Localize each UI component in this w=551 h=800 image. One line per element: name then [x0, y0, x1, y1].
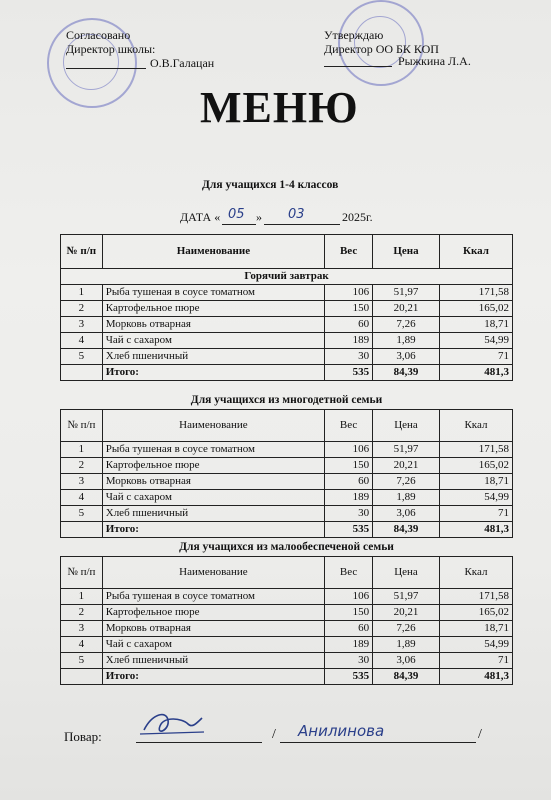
table-row	[61, 285, 513, 301]
table3-title: Для учащихся из малообеспеченой семьи	[179, 541, 394, 553]
total-row	[61, 522, 513, 538]
cell-weight: 150	[325, 458, 373, 474]
cell-kcal: 18,71	[439, 317, 512, 333]
cell-name: Рыба тушеная в соусе томатном	[102, 589, 324, 605]
table-row	[61, 458, 513, 474]
cell-number: 5	[61, 653, 103, 669]
subtitle: Для учащихся 1-4 классов	[202, 179, 339, 191]
total-empty-cell	[61, 522, 103, 538]
col-header-number: № п/п	[61, 410, 103, 442]
cell-price: 1,89	[373, 333, 440, 349]
col-header-kcal: Ккал	[439, 557, 512, 589]
table-header-row	[61, 410, 513, 442]
cell-price: 51,97	[373, 442, 440, 458]
total-row	[61, 669, 513, 685]
col-header-weight: Вес	[325, 557, 373, 589]
table-row	[61, 333, 513, 349]
cell-price: 20,21	[373, 458, 440, 474]
section-title: Горячий завтрак	[61, 269, 513, 285]
cell-price: 20,21	[373, 605, 440, 621]
cell-number: 5	[61, 506, 103, 522]
total-weight: 535	[325, 669, 373, 685]
cell-kcal: 165,02	[439, 605, 512, 621]
cell-name: Чай с сахаром	[102, 490, 324, 506]
total-row	[61, 365, 513, 381]
col-header-price: Цена	[373, 557, 440, 589]
cell-name: Хлеб пшеничный	[102, 506, 324, 522]
table-row	[61, 589, 513, 605]
cook-label: Повар:	[64, 729, 102, 744]
cell-weight: 60	[325, 474, 373, 490]
left-signature-line	[66, 68, 146, 69]
page-title: МЕНЮ	[200, 83, 359, 132]
cell-kcal: 71	[439, 506, 512, 522]
cell-price: 7,26	[373, 621, 440, 637]
date-prefix: ДАТА «	[180, 210, 221, 224]
cell-kcal: 165,02	[439, 458, 512, 474]
cell-weight: 150	[325, 605, 373, 621]
total-label: Итого:	[102, 669, 324, 685]
date-day-line	[222, 224, 256, 225]
cell-number: 2	[61, 605, 103, 621]
table-row	[61, 442, 513, 458]
col-header-name: Наименование	[102, 235, 324, 269]
menu-table-low-income	[60, 556, 513, 685]
cell-price: 3,06	[373, 653, 440, 669]
total-kcal: 481,3	[439, 365, 512, 381]
cell-weight: 60	[325, 317, 373, 333]
cell-number: 4	[61, 333, 103, 349]
cell-number: 1	[61, 442, 103, 458]
cell-number: 4	[61, 637, 103, 653]
cell-weight: 106	[325, 589, 373, 605]
cell-name: Картофельное пюре	[102, 458, 324, 474]
cell-name: Чай с сахаром	[102, 333, 324, 349]
table-row	[61, 653, 513, 669]
cell-kcal: 171,58	[439, 285, 512, 301]
table-header-row	[61, 557, 513, 589]
total-price: 84,39	[373, 365, 440, 381]
col-header-price: Цена	[373, 410, 440, 442]
cell-kcal: 18,71	[439, 621, 512, 637]
col-header-name: Наименование	[102, 410, 324, 442]
total-empty-cell	[61, 365, 103, 381]
table-row	[61, 637, 513, 653]
cell-number: 2	[61, 301, 103, 317]
total-weight: 535	[325, 365, 373, 381]
col-header-number: № п/п	[61, 557, 103, 589]
cell-name: Хлеб пшеничный	[102, 653, 324, 669]
header-right-label: Утверждаю	[324, 28, 384, 42]
header-left-name: О.В.Галацан	[150, 56, 215, 70]
cell-weight: 189	[325, 333, 373, 349]
cell-name: Рыба тушеная в соусе томатном	[102, 285, 324, 301]
cell-price: 51,97	[373, 589, 440, 605]
cell-kcal: 18,71	[439, 474, 512, 490]
cell-number: 3	[61, 317, 103, 333]
date-mid: »	[256, 210, 262, 224]
cell-kcal: 54,99	[439, 637, 512, 653]
total-label: Итого:	[102, 365, 324, 381]
cell-name: Морковь отварная	[102, 621, 324, 637]
cell-name: Чай с сахаром	[102, 637, 324, 653]
cell-weight: 189	[325, 490, 373, 506]
cell-price: 7,26	[373, 474, 440, 490]
cook-name-line	[280, 742, 476, 743]
total-empty-cell	[61, 669, 103, 685]
date-month-line	[264, 224, 340, 225]
cell-number: 2	[61, 458, 103, 474]
table-row	[61, 349, 513, 365]
date-year: 2025г.	[342, 210, 373, 224]
total-kcal: 481,3	[439, 522, 512, 538]
cook-signature-scribble	[138, 706, 208, 740]
cell-number: 1	[61, 285, 103, 301]
total-weight: 535	[325, 522, 373, 538]
col-header-number: № п/п	[61, 235, 103, 269]
cell-kcal: 71	[439, 349, 512, 365]
cell-weight: 150	[325, 301, 373, 317]
total-price: 84,39	[373, 522, 440, 538]
col-header-weight: Вес	[325, 410, 373, 442]
cell-number: 3	[61, 474, 103, 490]
total-price: 84,39	[373, 669, 440, 685]
menu-table-large-families	[60, 409, 513, 538]
cook-signature-line	[136, 742, 262, 743]
cell-price: 3,06	[373, 349, 440, 365]
cell-name: Морковь отварная	[102, 317, 324, 333]
cell-weight: 30	[325, 506, 373, 522]
cell-price: 3,06	[373, 506, 440, 522]
table2-title: Для учащихся из многодетной семьи	[190, 394, 383, 406]
cell-weight: 30	[325, 653, 373, 669]
slash-close: /	[478, 727, 482, 742]
cell-number: 4	[61, 490, 103, 506]
cell-weight: 106	[325, 285, 373, 301]
cell-kcal: 165,02	[439, 301, 512, 317]
cell-price: 1,89	[373, 490, 440, 506]
total-kcal: 481,3	[439, 669, 512, 685]
right-signature-line	[324, 66, 392, 67]
table-row	[61, 301, 513, 317]
cell-weight: 189	[325, 637, 373, 653]
col-header-kcal: Ккал	[439, 235, 512, 269]
cell-price: 20,21	[373, 301, 440, 317]
cell-price: 7,26	[373, 317, 440, 333]
cell-kcal: 171,58	[439, 442, 512, 458]
header-right-name: Рыжкина Л.А.	[398, 54, 471, 68]
cell-weight: 30	[325, 349, 373, 365]
cell-name: Хлеб пшеничный	[102, 349, 324, 365]
cell-price: 1,89	[373, 637, 440, 653]
col-header-weight: Вес	[325, 235, 373, 269]
table-row	[61, 474, 513, 490]
col-header-name: Наименование	[102, 557, 324, 589]
header-left-position: Директор школы:	[66, 42, 156, 56]
cook-name-handwritten: Анилинова	[298, 722, 385, 740]
date-day: 05	[228, 207, 245, 222]
cell-kcal: 54,99	[439, 333, 512, 349]
header-right-position: Директор ОО БК КОП	[324, 42, 439, 56]
menu-table-hot-breakfast	[60, 234, 513, 381]
total-label: Итого:	[102, 522, 324, 538]
cell-weight: 106	[325, 442, 373, 458]
table-row	[61, 490, 513, 506]
slash-open: /	[272, 727, 276, 742]
cell-number: 3	[61, 621, 103, 637]
cell-number: 5	[61, 349, 103, 365]
date-month: 03	[288, 207, 305, 222]
cell-price: 51,97	[373, 285, 440, 301]
table-row	[61, 317, 513, 333]
cell-number: 1	[61, 589, 103, 605]
cell-name: Картофельное пюре	[102, 605, 324, 621]
header-left-label: Согласовано	[66, 28, 131, 42]
cell-name: Рыба тушеная в соусе томатном	[102, 442, 324, 458]
table-row	[61, 605, 513, 621]
cell-kcal: 171,58	[439, 589, 512, 605]
table-row	[61, 506, 513, 522]
col-header-kcal: Ккал	[439, 410, 512, 442]
cell-kcal: 71	[439, 653, 512, 669]
table-row	[61, 621, 513, 637]
table-header-row	[61, 235, 513, 269]
cell-name: Морковь отварная	[102, 474, 324, 490]
cell-name: Картофельное пюре	[102, 301, 324, 317]
section-row	[61, 269, 513, 285]
cell-kcal: 54,99	[439, 490, 512, 506]
col-header-price: Цена	[373, 235, 440, 269]
cell-weight: 60	[325, 621, 373, 637]
